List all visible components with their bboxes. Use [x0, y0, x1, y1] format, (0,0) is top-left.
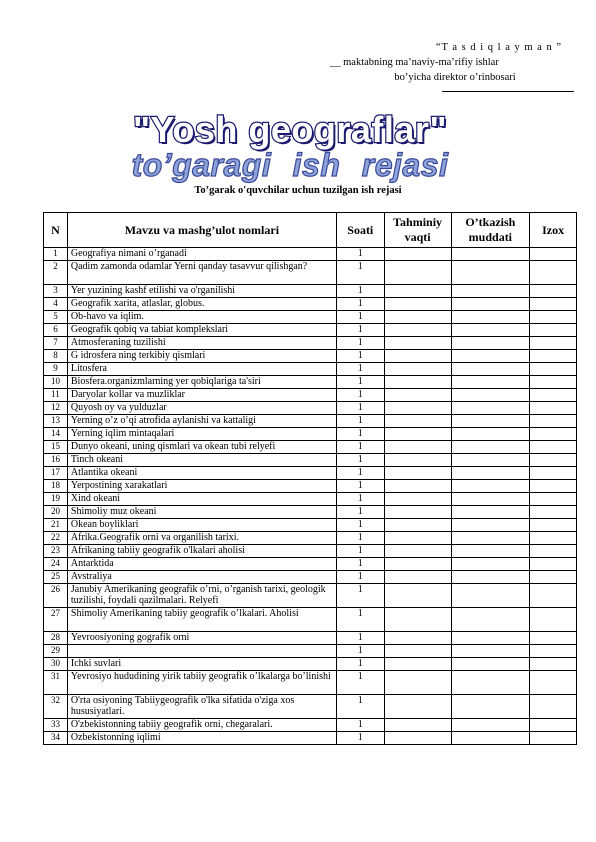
row-number: 29 — [44, 645, 68, 658]
row-actual-date — [451, 480, 530, 493]
row-topic: Geografik xarita, atlaslar, globus. — [67, 298, 336, 311]
row-actual-date — [451, 350, 530, 363]
row-actual-date — [451, 671, 530, 695]
work-plan-table — [43, 212, 577, 745]
row-actual-date — [451, 363, 530, 376]
row-actual-date — [451, 608, 530, 632]
row-planned-time — [384, 248, 451, 261]
row-actual-date — [451, 467, 530, 480]
row-topic: Ob-havo va iqlim. — [67, 311, 336, 324]
row-note — [530, 441, 577, 454]
row-planned-time — [384, 695, 451, 719]
row-topic: Yerning o’z o’qi atrofida aylanishi va kattaligi — [67, 415, 336, 428]
row-topic: Afrika.Geografik orni va organilish tarixi. — [67, 532, 336, 545]
wordart-title — [130, 109, 450, 183]
table-row — [44, 695, 577, 719]
header-note: Izox — [530, 213, 577, 248]
table-row — [44, 632, 577, 645]
table-row — [44, 467, 577, 480]
row-note — [530, 389, 577, 402]
row-topic: Quyosh oy va yulduzlar — [67, 402, 336, 415]
table-row — [44, 402, 577, 415]
row-actual-date — [451, 248, 530, 261]
table-row — [44, 658, 577, 671]
row-note — [530, 402, 577, 415]
row-planned-time — [384, 571, 451, 584]
row-topic: G idrosfera ning terkibiy qismlari — [67, 350, 336, 363]
header-topic: Mavzu va mashg’ulot nomlari — [67, 213, 336, 248]
row-planned-time — [384, 337, 451, 350]
row-topic: Shimoliy muz okeani — [67, 506, 336, 519]
row-hours: 1 — [336, 285, 384, 298]
row-topic: Xind okeani — [67, 493, 336, 506]
row-hours: 1 — [336, 519, 384, 532]
document-subtitle: To’garak o'quvchilar uchun tuzilgan ish rejasi — [194, 185, 402, 196]
row-hours: 1 — [336, 645, 384, 658]
row-hours: 1 — [336, 608, 384, 632]
row-planned-time — [384, 402, 451, 415]
table-row — [44, 645, 577, 658]
row-planned-time — [384, 415, 451, 428]
row-hours: 1 — [336, 506, 384, 519]
row-hours: 1 — [336, 695, 384, 719]
row-topic: Dunyo okeani, uning qismlari va okean tubi relyefi — [67, 441, 336, 454]
row-number: 32 — [44, 695, 68, 719]
row-note — [530, 645, 577, 658]
row-note — [530, 695, 577, 719]
row-actual-date — [451, 695, 530, 719]
row-planned-time — [384, 363, 451, 376]
row-hours: 1 — [336, 454, 384, 467]
row-topic: Atlantika okeani — [67, 467, 336, 480]
row-note — [530, 285, 577, 298]
row-number: 16 — [44, 454, 68, 467]
row-number: 13 — [44, 415, 68, 428]
row-note — [530, 493, 577, 506]
row-actual-date — [451, 389, 530, 402]
table-row — [44, 389, 577, 402]
table-row — [44, 519, 577, 532]
row-note — [530, 608, 577, 632]
row-number: 14 — [44, 428, 68, 441]
row-actual-date — [451, 732, 530, 745]
row-number: 17 — [44, 467, 68, 480]
table-row — [44, 248, 577, 261]
row-note — [530, 261, 577, 285]
row-planned-time — [384, 519, 451, 532]
row-planned-time — [384, 584, 451, 608]
signature-line — [442, 89, 574, 92]
row-number: 6 — [44, 324, 68, 337]
row-number: 34 — [44, 732, 68, 745]
row-note — [530, 467, 577, 480]
row-planned-time — [384, 558, 451, 571]
approval-position-line2: bo’yicha direktor o’rinbosari — [394, 72, 516, 83]
row-topic: Okean boyliklari — [67, 519, 336, 532]
row-topic: Yevrosiyo hududining yirik tabiiy geografik o’lkalarga bo’linishi — [67, 671, 336, 695]
table-row — [44, 732, 577, 745]
row-actual-date — [451, 545, 530, 558]
row-planned-time — [384, 285, 451, 298]
row-hours: 1 — [336, 545, 384, 558]
row-planned-time — [384, 645, 451, 658]
row-hours: 1 — [336, 415, 384, 428]
row-hours: 1 — [336, 671, 384, 695]
row-topic: Avstraliya — [67, 571, 336, 584]
table-row — [44, 545, 577, 558]
row-note — [530, 671, 577, 695]
row-hours: 1 — [336, 732, 384, 745]
row-actual-date — [451, 519, 530, 532]
row-planned-time — [384, 324, 451, 337]
row-hours: 1 — [336, 719, 384, 732]
row-actual-date — [451, 402, 530, 415]
row-number: 19 — [44, 493, 68, 506]
row-hours: 1 — [336, 441, 384, 454]
row-number: 8 — [44, 350, 68, 363]
table-row — [44, 428, 577, 441]
row-planned-time — [384, 261, 451, 285]
row-topic: Geografiya nimani o’rganadi — [67, 248, 336, 261]
row-hours: 1 — [336, 248, 384, 261]
table-body — [44, 248, 577, 745]
row-planned-time — [384, 719, 451, 732]
row-actual-date — [451, 632, 530, 645]
row-topic: Qadim zamonda odamlar Yerni qanday tasavvur qilishgan? — [67, 261, 336, 285]
row-note — [530, 376, 577, 389]
table-row — [44, 719, 577, 732]
row-hours: 1 — [336, 311, 384, 324]
row-number: 23 — [44, 545, 68, 558]
row-actual-date — [451, 454, 530, 467]
row-number: 31 — [44, 671, 68, 695]
row-actual-date — [451, 645, 530, 658]
row-planned-time — [384, 732, 451, 745]
table-row — [44, 493, 577, 506]
row-actual-date — [451, 285, 530, 298]
row-note — [530, 324, 577, 337]
table-row — [44, 285, 577, 298]
row-number: 10 — [44, 376, 68, 389]
row-number: 20 — [44, 506, 68, 519]
row-topic: Geografik qobiq va tabiat komplekslari — [67, 324, 336, 337]
row-note — [530, 632, 577, 645]
row-planned-time — [384, 671, 451, 695]
row-hours: 1 — [336, 558, 384, 571]
table-row — [44, 337, 577, 350]
row-note — [530, 732, 577, 745]
row-note — [530, 480, 577, 493]
row-number: 1 — [44, 248, 68, 261]
row-number: 5 — [44, 311, 68, 324]
row-note — [530, 363, 577, 376]
row-hours: 1 — [336, 298, 384, 311]
row-number: 21 — [44, 519, 68, 532]
row-note — [530, 519, 577, 532]
row-planned-time — [384, 480, 451, 493]
row-note — [530, 311, 577, 324]
row-actual-date — [451, 311, 530, 324]
row-planned-time — [384, 532, 451, 545]
table-row — [44, 558, 577, 571]
row-number: 11 — [44, 389, 68, 402]
row-planned-time — [384, 658, 451, 671]
row-hours: 1 — [336, 363, 384, 376]
row-note — [530, 415, 577, 428]
row-number: 33 — [44, 719, 68, 732]
row-number: 3 — [44, 285, 68, 298]
title-secondary: to’garagi ish rejasi — [131, 147, 449, 183]
row-number: 7 — [44, 337, 68, 350]
row-topic — [67, 645, 336, 658]
table-row — [44, 608, 577, 632]
row-topic: Biosfera.organizmlarning yer qobiqlariga ta'siri — [67, 376, 336, 389]
row-note — [530, 571, 577, 584]
row-note — [530, 337, 577, 350]
table-row — [44, 441, 577, 454]
row-topic: Litosfera — [67, 363, 336, 376]
row-actual-date — [451, 532, 530, 545]
row-planned-time — [384, 350, 451, 363]
row-number: 18 — [44, 480, 68, 493]
table-row — [44, 571, 577, 584]
row-number: 30 — [44, 658, 68, 671]
row-topic: Yerpostining xarakatlari — [67, 480, 336, 493]
row-hours: 1 — [336, 493, 384, 506]
row-number: 24 — [44, 558, 68, 571]
approval-block — [330, 40, 580, 92]
row-note — [530, 584, 577, 608]
row-topic: Ichki suvlari — [67, 658, 336, 671]
table-row — [44, 298, 577, 311]
table-row — [44, 350, 577, 363]
row-note — [530, 658, 577, 671]
header-actual-date: O’tkazish muddati — [451, 213, 530, 248]
table-row — [44, 311, 577, 324]
row-hours: 1 — [336, 337, 384, 350]
row-actual-date — [451, 571, 530, 584]
row-planned-time — [384, 389, 451, 402]
row-planned-time — [384, 506, 451, 519]
row-hours: 1 — [336, 376, 384, 389]
row-hours: 1 — [336, 324, 384, 337]
row-topic: O'zbekistonning tabiiy geografik orni, chegaralari. — [67, 719, 336, 732]
row-hours: 1 — [336, 261, 384, 285]
row-actual-date — [451, 428, 530, 441]
row-hours: 1 — [336, 584, 384, 608]
row-note — [530, 506, 577, 519]
row-hours: 1 — [336, 658, 384, 671]
row-note — [530, 545, 577, 558]
row-actual-date — [451, 376, 530, 389]
row-topic: Afrikaning tabiiy geografik o'lkalari aholisi — [67, 545, 336, 558]
row-note — [530, 558, 577, 571]
row-number: 28 — [44, 632, 68, 645]
row-hours: 1 — [336, 532, 384, 545]
row-planned-time — [384, 376, 451, 389]
row-number: 4 — [44, 298, 68, 311]
row-hours: 1 — [336, 350, 384, 363]
row-planned-time — [384, 298, 451, 311]
table-row — [44, 532, 577, 545]
row-note — [530, 428, 577, 441]
row-number: 22 — [44, 532, 68, 545]
row-planned-time — [384, 311, 451, 324]
row-topic: Ozbekistonning iqlimi — [67, 732, 336, 745]
row-topic: Tinch okeani — [67, 454, 336, 467]
row-number: 2 — [44, 261, 68, 285]
row-topic: Yer yuzining kashf etilishi va o'rganilishi — [67, 285, 336, 298]
row-planned-time — [384, 441, 451, 454]
row-number: 27 — [44, 608, 68, 632]
row-number: 26 — [44, 584, 68, 608]
row-note — [530, 454, 577, 467]
row-planned-time — [384, 467, 451, 480]
table-row — [44, 584, 577, 608]
row-hours: 1 — [336, 402, 384, 415]
row-planned-time — [384, 632, 451, 645]
table-row — [44, 454, 577, 467]
row-actual-date — [451, 441, 530, 454]
row-number: 15 — [44, 441, 68, 454]
approval-heading: “T a s d i q l a y m a n ” — [435, 42, 562, 53]
table-row — [44, 363, 577, 376]
row-number: 9 — [44, 363, 68, 376]
row-actual-date — [451, 506, 530, 519]
header-number: N — [44, 213, 68, 248]
header-planned-time: Tahminiy vaqti — [384, 213, 451, 248]
row-planned-time — [384, 454, 451, 467]
row-actual-date — [451, 261, 530, 285]
table-row — [44, 324, 577, 337]
row-actual-date — [451, 493, 530, 506]
table-header-row — [44, 213, 577, 248]
row-note — [530, 532, 577, 545]
row-topic: O'rta osiyoning Tabiiygeografik o'lka sifatida o'ziga xos hususiyatlari. — [67, 695, 336, 719]
table-row — [44, 506, 577, 519]
approval-position-line1: __ maktabning ma’naviy-ma’rifiy ishlar — [330, 57, 499, 68]
row-number: 25 — [44, 571, 68, 584]
row-topic: Daryolar kollar va muzliklar — [67, 389, 336, 402]
row-actual-date — [451, 415, 530, 428]
row-topic: Atmosferaning tuzilishi — [67, 337, 336, 350]
row-hours: 1 — [336, 632, 384, 645]
row-topic: Antarktida — [67, 558, 336, 571]
row-planned-time — [384, 428, 451, 441]
row-actual-date — [451, 658, 530, 671]
row-note — [530, 350, 577, 363]
row-topic: Shimoliy Amerikaning tabiiy geografik o’lkalari. Aholisi — [67, 608, 336, 632]
table-row — [44, 376, 577, 389]
row-planned-time — [384, 608, 451, 632]
row-topic: Yerning iqlim mintaqalari — [67, 428, 336, 441]
table-row — [44, 671, 577, 695]
title-main: "Yosh geograflar" — [132, 109, 448, 150]
row-topic: Yevroosiyoning gografik orni — [67, 632, 336, 645]
row-hours: 1 — [336, 428, 384, 441]
row-planned-time — [384, 493, 451, 506]
row-topic: Janubiy Amerikaning geografik o’rni, o’rganish tarixi, geologik tuzilishi, foydali qazilmalari. Relyefi — [67, 584, 336, 608]
table-row — [44, 261, 577, 285]
row-hours: 1 — [336, 571, 384, 584]
row-actual-date — [451, 584, 530, 608]
row-actual-date — [451, 719, 530, 732]
row-hours: 1 — [336, 480, 384, 493]
row-actual-date — [451, 298, 530, 311]
row-actual-date — [451, 324, 530, 337]
row-note — [530, 248, 577, 261]
header-hours: Soati — [336, 213, 384, 248]
row-note — [530, 298, 577, 311]
row-actual-date — [451, 558, 530, 571]
row-note — [530, 719, 577, 732]
table-row — [44, 415, 577, 428]
row-hours: 1 — [336, 467, 384, 480]
row-actual-date — [451, 337, 530, 350]
row-planned-time — [384, 545, 451, 558]
row-number: 12 — [44, 402, 68, 415]
row-hours: 1 — [336, 389, 384, 402]
table-row — [44, 480, 577, 493]
